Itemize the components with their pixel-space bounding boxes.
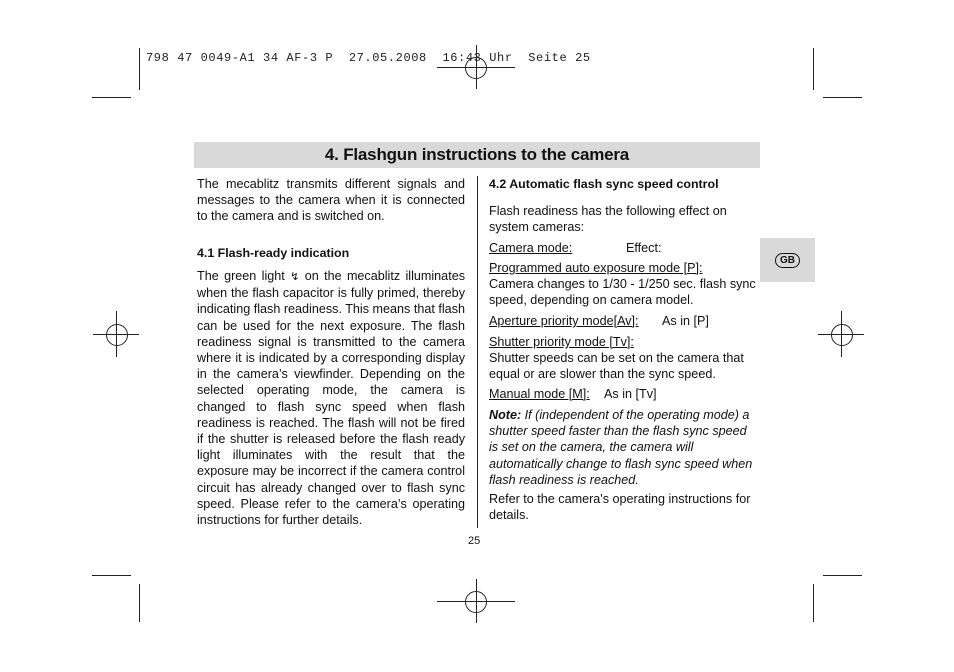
aperture-mode-row xyxy=(489,313,759,329)
body-text-rest: on the mecablitz illuminates when the flash capacitor is fully primed, thereby indicating flash readiness. This means that flash can be used for the next exposure. The flash readiness signal is transmitted to the camera where it is indicated by a corresponding display in the camera’s viewfinder. Depending on the selected operating mode, the camera is changed to flash sync speed when flash readiness is reached. The flash will not be fired if the shutter is released before the flash ready light illuminates with the result that the exposure may be incorrect if the camera control circuit has already changed over to flash sync speed. Please refer to the camera’s operating instructions for further details. xyxy=(197,269,465,528)
manual-mode-effect: As in [Tv] xyxy=(604,387,657,401)
title-bar xyxy=(194,142,760,168)
intro-paragraph: The mecablitz transmits different signals and messages to the camera when it is connected to the camera and is switched on. xyxy=(197,177,465,224)
flash-ready-icon: ↯ xyxy=(290,271,300,283)
effect-label: Effect: xyxy=(626,241,662,255)
shutter-mode-text: Shutter speeds can be set on the camera that equal or are slower than the sync speed. xyxy=(489,351,744,382)
programmed-mode-text: Camera changes to 1/30 - 1/250 sec. flash sync speed, depending on camera model. xyxy=(489,277,756,308)
camera-mode-label: Camera mode: xyxy=(489,241,573,255)
aperture-mode-label: Aperture priority mode[Av]: xyxy=(489,314,639,328)
manual-mode-row xyxy=(489,386,759,402)
section-4-1-heading: 4.1 Flash-ready indication xyxy=(197,246,350,260)
note-paragraph xyxy=(489,407,759,488)
section-4-2-heading: 4.2 Automatic flash sync speed control xyxy=(489,177,719,191)
column-divider xyxy=(477,176,478,528)
body-text-start: The green light xyxy=(197,269,291,283)
aperture-mode-effect: As in [P] xyxy=(662,314,709,328)
note-label: Note: xyxy=(489,408,522,422)
closing-paragraph: Refer to the camera's operating instructions for details. xyxy=(489,492,751,523)
page-title: 4. Flashgun instructions to the camera xyxy=(324,145,630,164)
camera-mode-row xyxy=(489,240,759,256)
programmed-mode-label: Programmed auto exposure mode [P]: xyxy=(489,261,703,275)
note-text: If (independent of the operating mode) a shutter speed faster than the flash sync speed is set on the camera, the camera will automatically change to flash sync speed when flash readiness is reached. xyxy=(489,408,753,487)
language-tab xyxy=(760,238,815,282)
print-header: 798 47 0049-A1 34 AF-3 P 27.05.2008 16:43 Uhr Seite 25 xyxy=(146,51,591,65)
manual-mode-label: Manual mode [M]: xyxy=(489,387,590,401)
section-4-2-intro: Flash readiness has the following effect on system cameras: xyxy=(489,204,727,235)
shutter-mode-label: Shutter priority mode [Tv]: xyxy=(489,335,634,349)
language-badge: GB xyxy=(775,253,800,268)
section-4-1-body xyxy=(197,268,465,528)
page-number: 25 xyxy=(468,535,481,547)
